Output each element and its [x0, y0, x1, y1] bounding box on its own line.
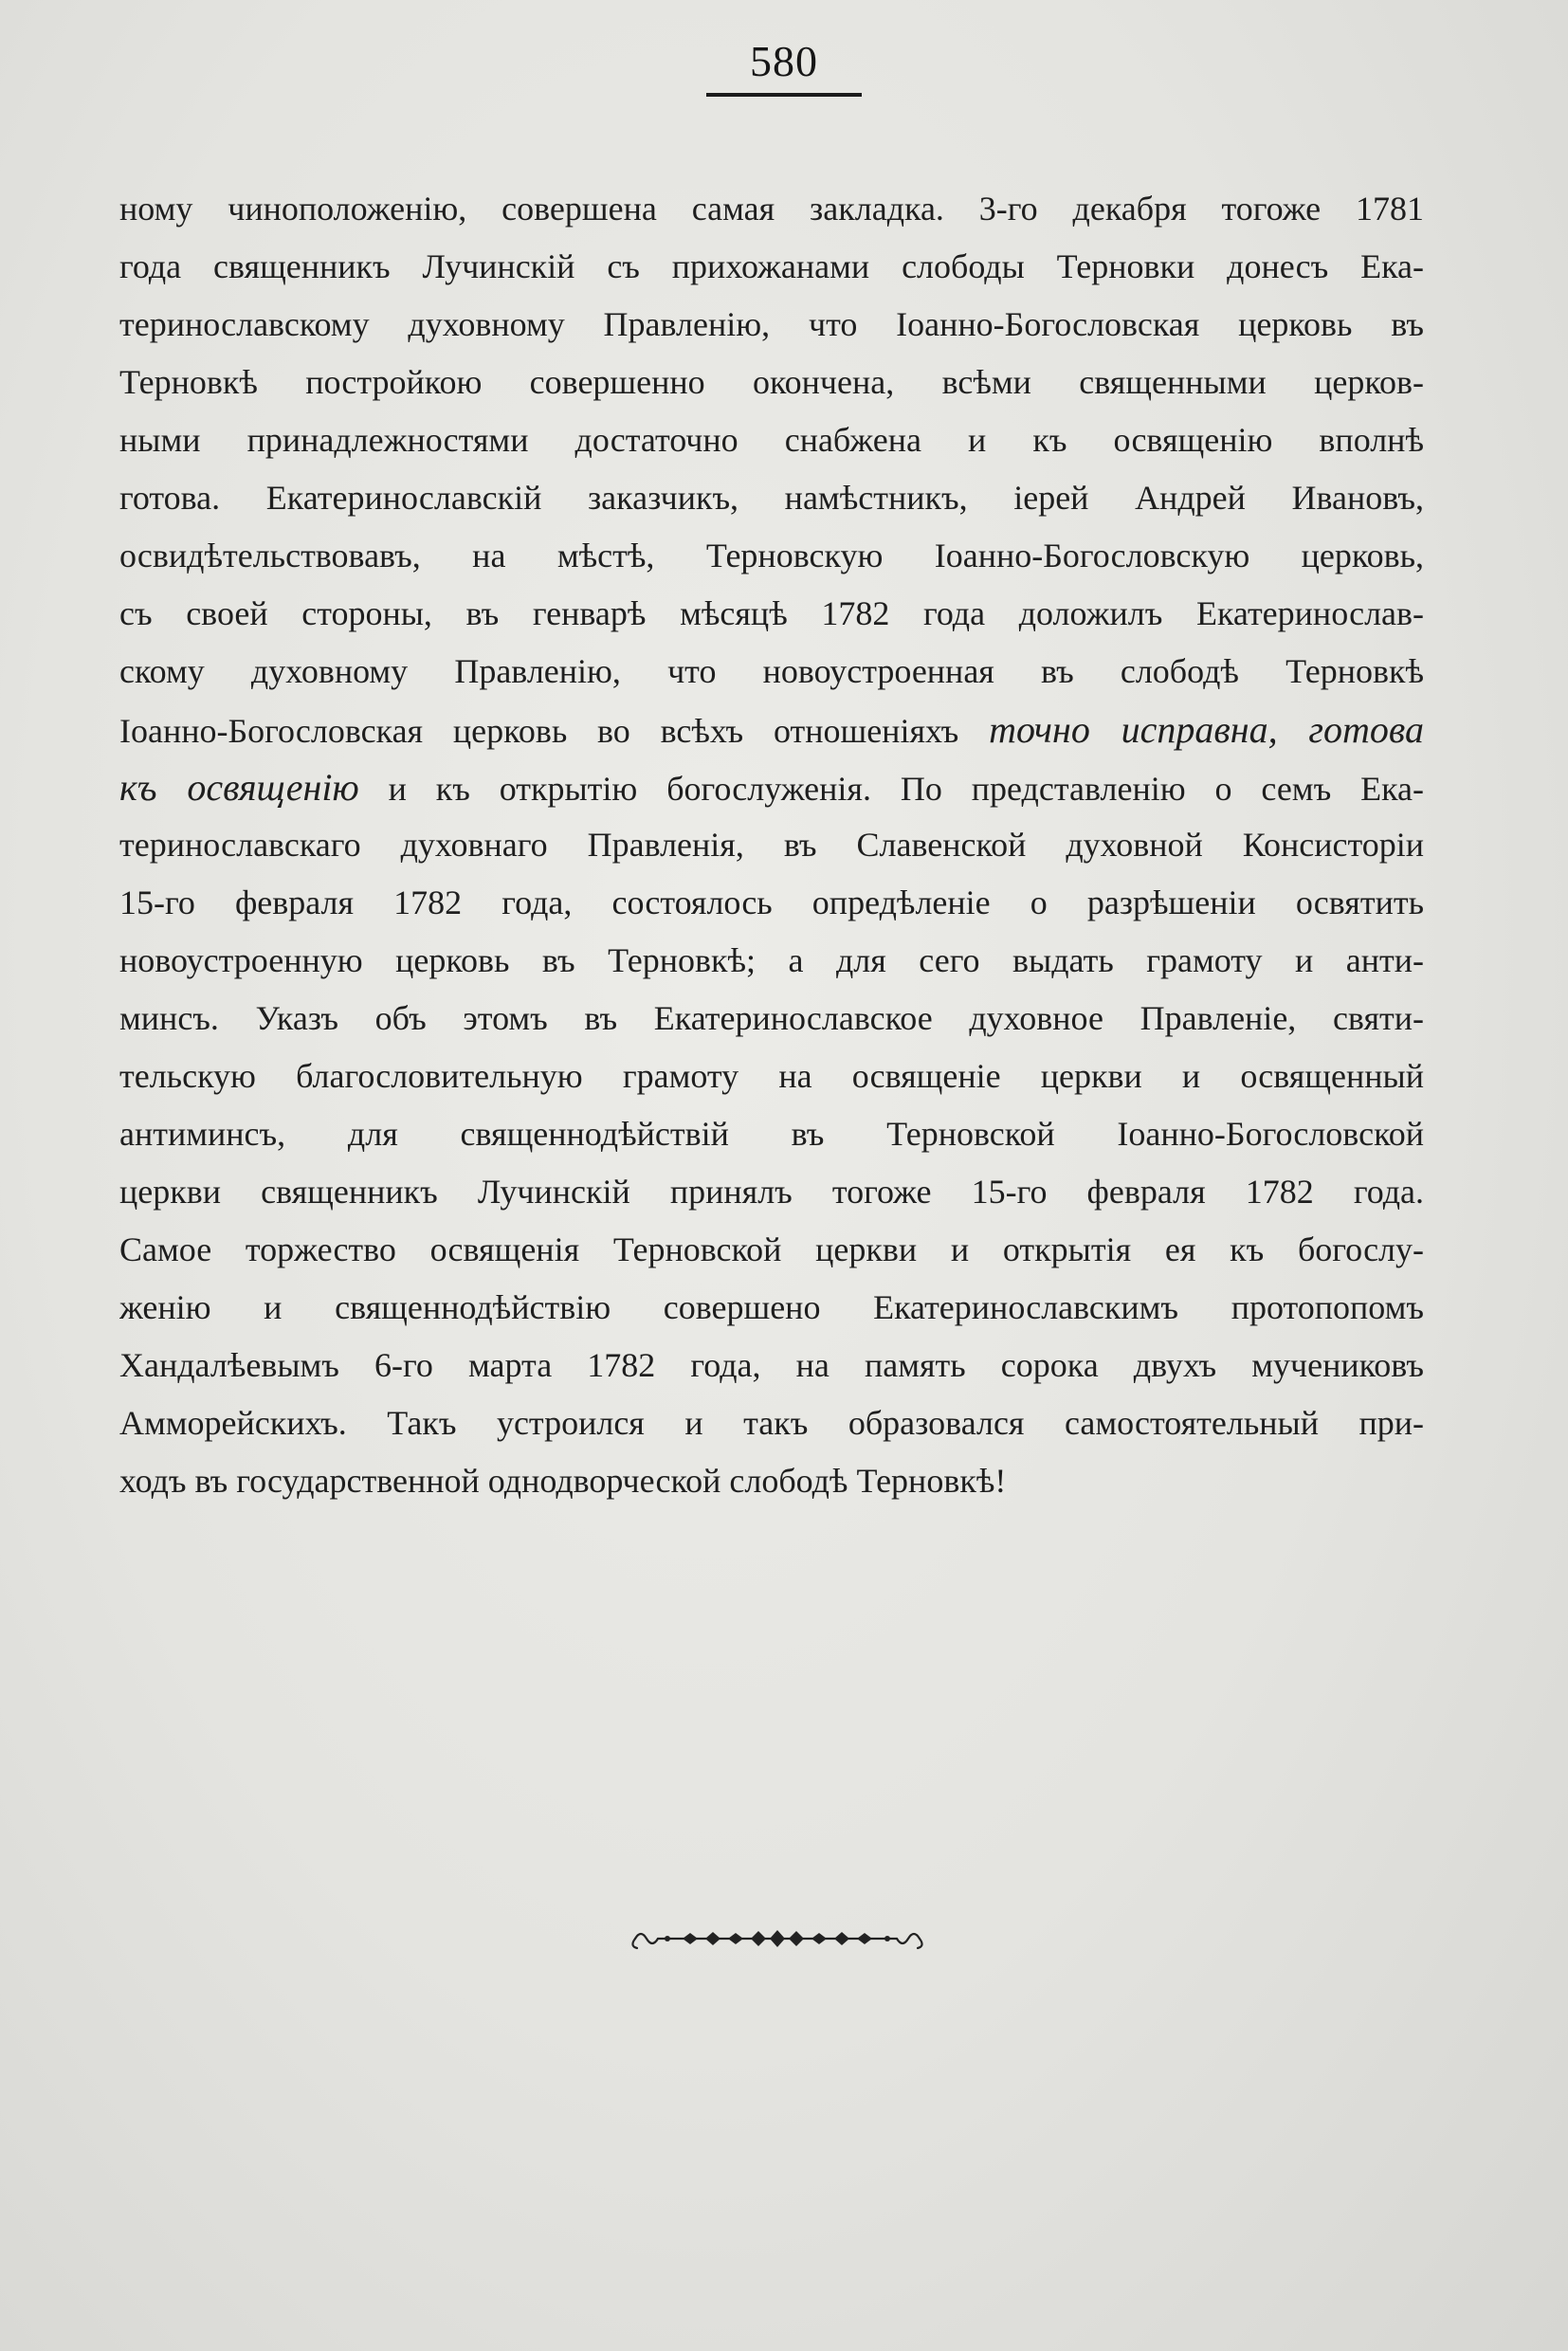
text-line [119, 701, 1424, 758]
text-line [119, 1221, 1424, 1279]
emphasized-text: къ освященію [119, 766, 359, 809]
text-run: и къ открытію богослуженія. По представленію о семъ Ека- [358, 770, 1424, 808]
body-text [119, 180, 1424, 1510]
text-run: церкви священникъ Лучинскій принялъ тогоже 15-го февраля 1782 года. [119, 1173, 1424, 1211]
text-run: года священникъ Лучинскій съ прихожанами слободы Терновки донесъ Ека- [119, 247, 1424, 285]
text-line [119, 1337, 1424, 1394]
text-line [119, 1452, 1424, 1510]
page-header [0, 37, 1568, 97]
text-line [119, 990, 1424, 1048]
text-run: съ своей стороны, въ генварѣ мѣсяцѣ 1782 года доложилъ Екатеринослав- [119, 594, 1424, 632]
text-run: Терновкѣ постройкою совершенно окончена, всѣми священными церков- [119, 363, 1424, 401]
text-run: новоустроенную церковь въ Терновкѣ; а для сего выдать грамоту и анти- [119, 941, 1424, 979]
text-run: Хандалѣевымъ 6-го марта 1782 года, на память сорока двухъ мучениковъ [119, 1346, 1424, 1384]
text-run: минсъ. Указъ объ этомъ въ Екатеринославское духовное Правленіе, святи- [119, 999, 1424, 1037]
text-run: теринославскаго духовнаго Правленія, въ Славенской духовной Консисторіи [119, 826, 1424, 864]
text-line [119, 411, 1424, 469]
text-line [119, 180, 1424, 238]
page-number: 580 [706, 40, 862, 97]
text-line [119, 238, 1424, 296]
text-run: освидѣтельствовавъ, на мѣстѣ, Терновскую Іоанно-Богословскую церковь, [119, 537, 1424, 574]
text-line [119, 1279, 1424, 1337]
text-run: женію и священнодѣйствію совершено Екатеринославскимъ протопопомъ [119, 1288, 1424, 1326]
text-line [119, 527, 1424, 585]
text-line [119, 758, 1424, 816]
text-line [119, 816, 1424, 874]
text-line [119, 1163, 1424, 1221]
text-line [119, 1048, 1424, 1105]
text-run: антиминсъ, для священнодѣйствій въ Терновской Іоанно-Богословской [119, 1115, 1424, 1153]
text-line [119, 643, 1424, 701]
text-run: готова. Екатеринославскій заказчикъ, намѣстникъ, іерей Андрей Ивановъ, [119, 479, 1424, 517]
text-line [119, 585, 1424, 643]
text-line [119, 354, 1424, 411]
text-line [119, 932, 1424, 990]
text-run: ному чиноположенію, совершена самая закладка. 3-го декабря тогоже 1781 [119, 190, 1424, 228]
text-run: тельскую благословительную грамоту на освященіе церкви и освященный [119, 1057, 1424, 1095]
text-line [119, 469, 1424, 527]
text-run: Амморейскихъ. Такъ устроился и такъ образовался самостоятельный при- [119, 1404, 1424, 1442]
text-run: Самое торжество освященія Терновской церкви и открытія ея къ богослу- [119, 1230, 1424, 1268]
decorative-scroll-ornament-icon [626, 1920, 929, 1958]
emphasized-text: точно исправна, готова [989, 708, 1424, 751]
text-run: теринославскому духовному Правленію, что Іоанно-Богословская церковь въ [119, 305, 1424, 343]
text-line [119, 296, 1424, 354]
text-run: ными принадлежностями достаточно снабжена и къ освященію вполнѣ [119, 421, 1424, 459]
text-line [119, 1105, 1424, 1163]
text-run: 15-го февраля 1782 года, состоялось опредѣленіе о разрѣшеніи освятить [119, 884, 1424, 921]
text-line [119, 1394, 1424, 1452]
text-run: ходъ въ государственной однодворческой слободѣ Терновкѣ! [119, 1462, 1007, 1500]
text-run: Іоанно-Богословская церковь во всѣхъ отношеніяхъ [119, 712, 990, 750]
text-line [119, 874, 1424, 932]
text-run: скому духовному Правленію, что новоустроенная въ слободѣ Терновкѣ [119, 652, 1424, 690]
